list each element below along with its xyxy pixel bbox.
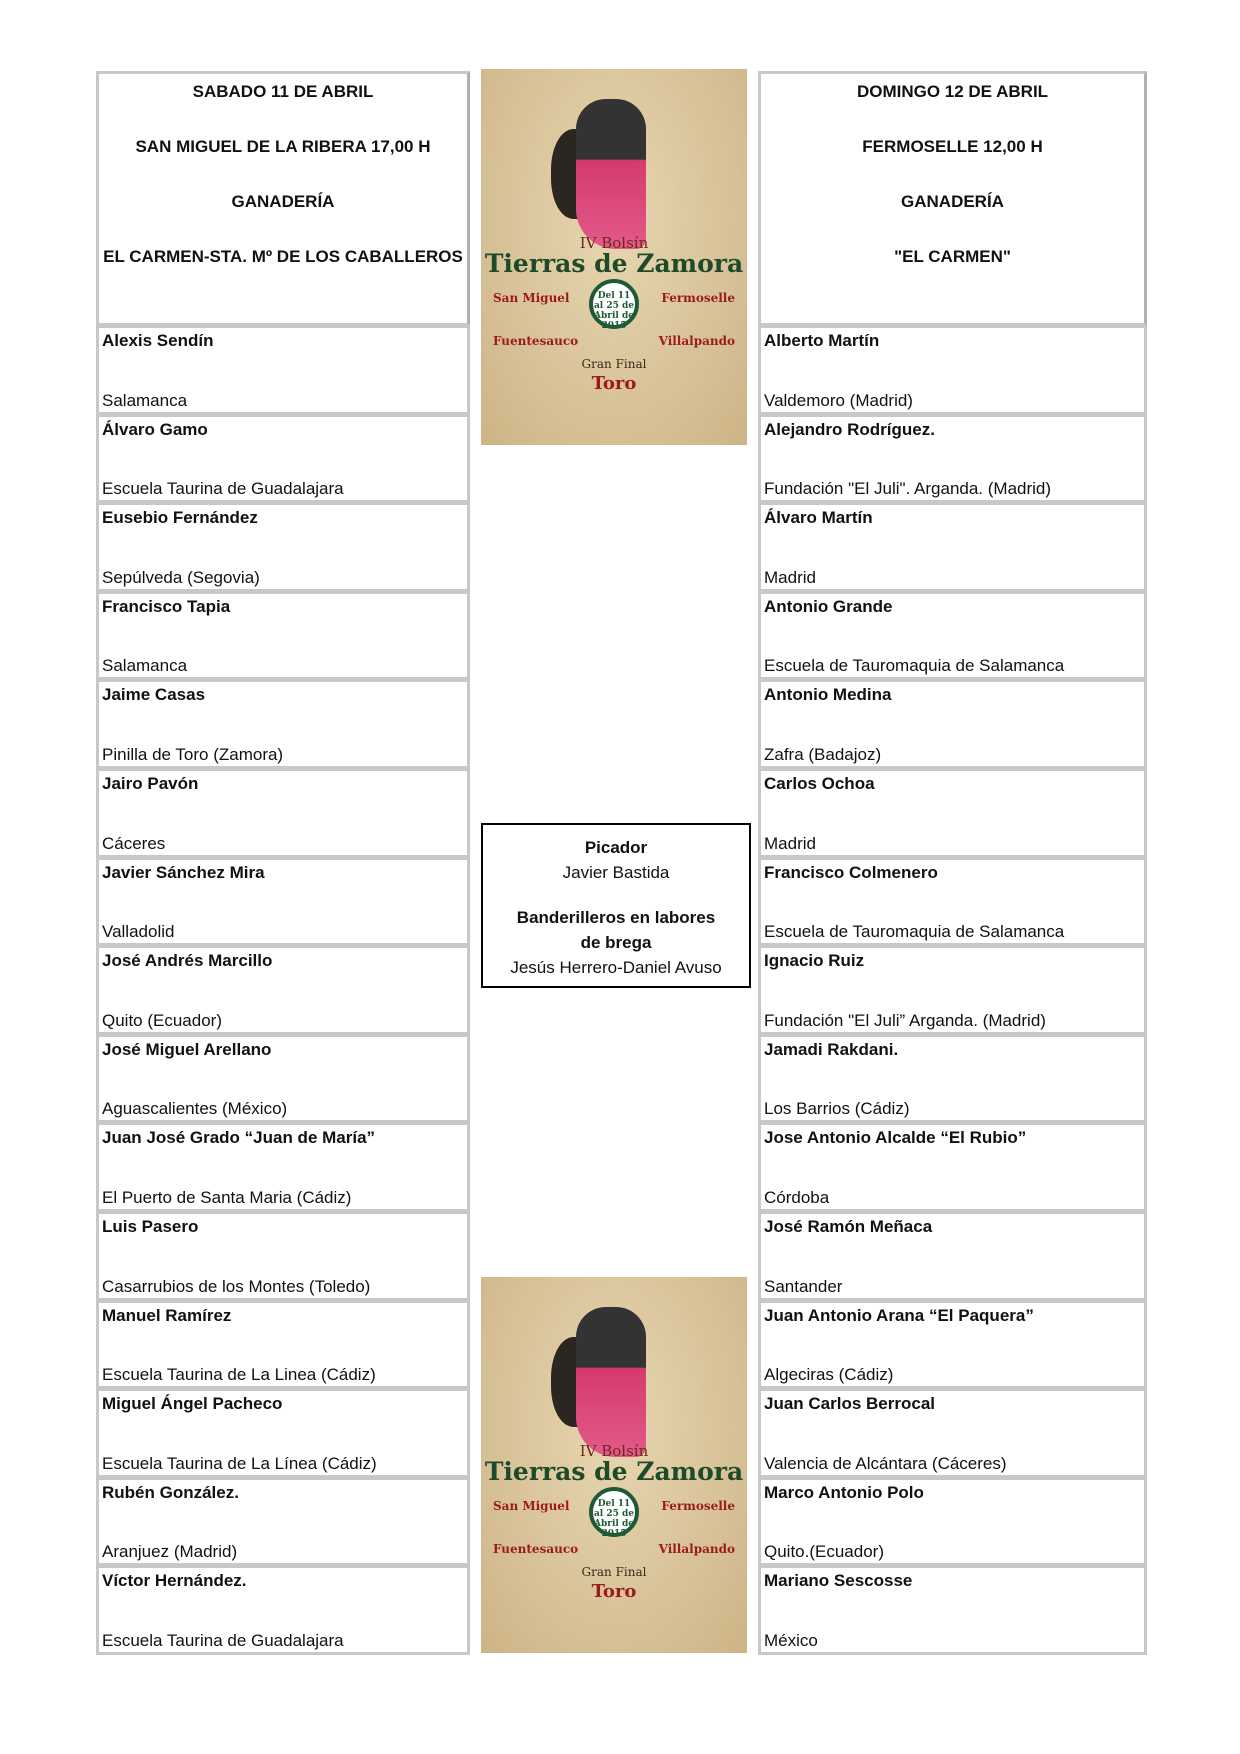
staff-box bbox=[481, 823, 751, 988]
participant-name: Alejandro Rodríguez. bbox=[764, 419, 935, 439]
participant-name: Miguel Ángel Pacheco bbox=[102, 1394, 283, 1414]
participant-name: Marco Antonio Polo bbox=[764, 1482, 924, 1502]
participant-origin: Escuela de Tauromaquia de Salamanca bbox=[764, 922, 1065, 942]
poster-venue: Villalpando bbox=[658, 1542, 735, 1556]
participant-origin: Aranjuez (Madrid) bbox=[102, 1542, 238, 1562]
poster-venue: San Miguel bbox=[493, 1499, 570, 1513]
poster-final: Toro bbox=[591, 373, 637, 394]
participant-row bbox=[758, 1389, 1147, 1478]
participant-name: Juan Carlos Berrocal bbox=[764, 1394, 936, 1414]
participant-name: Jaime Casas bbox=[102, 685, 206, 705]
participant-origin: Córdoba bbox=[764, 1187, 830, 1207]
venue-time: SAN MIGUEL DE LA RIBERA 17,00 H bbox=[135, 137, 431, 156]
participant-name: Rubén González. bbox=[102, 1482, 239, 1502]
participant-name: José Miguel Arellano bbox=[102, 1039, 272, 1059]
participant-row bbox=[96, 1123, 470, 1212]
banderilleros-label: Banderilleros en labores bbox=[516, 908, 716, 927]
poster-venue: Villalpando bbox=[658, 334, 735, 348]
participant-origin: El Puerto de Santa Maria (Cádiz) bbox=[102, 1187, 352, 1207]
participant-row bbox=[758, 1301, 1147, 1390]
participant-name: Francisco Tapia bbox=[102, 596, 231, 616]
participant-row bbox=[96, 326, 470, 415]
participant-row bbox=[758, 858, 1147, 947]
participant-origin: Los Barrios (Cádiz) bbox=[764, 1099, 910, 1119]
participant-name: Alexis Sendín bbox=[102, 331, 214, 350]
banderilleros-names: Jesús Herrero-Daniel Avuso bbox=[510, 958, 722, 977]
bullfighter-figure bbox=[576, 99, 646, 249]
participant-row bbox=[96, 769, 470, 858]
participant-name: Javier Sánchez Mira bbox=[102, 862, 265, 882]
poster-image-top bbox=[481, 69, 747, 445]
participant-name: Jamadi Rakdani. bbox=[764, 1039, 899, 1059]
participant-origin: Sepúlveda (Segovia) bbox=[102, 567, 260, 587]
participant-row bbox=[758, 680, 1147, 769]
banderilleros-label: de brega bbox=[580, 933, 652, 952]
participant-row bbox=[96, 1389, 470, 1478]
participant-origin: Valladolid bbox=[102, 922, 175, 942]
bullfighter-figure bbox=[576, 1307, 646, 1457]
saturday-column bbox=[96, 71, 470, 1655]
participant-row bbox=[96, 858, 470, 947]
participant-origin: Escuela Taurina de La Línea (Cádiz) bbox=[102, 1453, 377, 1473]
participant-name: José Andrés Marcillo bbox=[102, 951, 273, 971]
participant-row bbox=[96, 1035, 470, 1124]
poster-dates: Del 11 al 25 de Abril de 2015 bbox=[589, 279, 639, 329]
picador-name: Javier Bastida bbox=[562, 863, 670, 882]
ganaderia: EL CARMEN-STA. Mº DE LOS CABALLEROS bbox=[103, 247, 463, 266]
participant-name: Carlos Ochoa bbox=[764, 773, 875, 793]
participant-name: Álvaro Martín bbox=[764, 508, 873, 528]
participant-row bbox=[758, 946, 1147, 1035]
participant-name: Jose Antonio Alcalde “El Rubio” bbox=[764, 1128, 1027, 1148]
participant-origin: Zafra (Badajoz) bbox=[764, 744, 882, 764]
sunday-header bbox=[758, 71, 1147, 326]
poster-venue: Fermoselle bbox=[661, 1499, 735, 1513]
poster-venue: San Miguel bbox=[493, 291, 570, 305]
date: DOMINGO 12 DE ABRIL bbox=[856, 82, 1049, 101]
participant-name: Luis Pasero bbox=[102, 1216, 199, 1236]
participant-row bbox=[96, 415, 470, 504]
venue-time: FERMOSELLE 12,00 H bbox=[862, 137, 1043, 156]
participant-row bbox=[96, 946, 470, 1035]
participant-origin: Valencia de Alcántara (Cáceres) bbox=[764, 1453, 1007, 1473]
picador-label: Picador bbox=[584, 838, 648, 857]
participant-row bbox=[758, 1212, 1147, 1301]
participant-name: Juan José Grado “Juan de María” bbox=[102, 1128, 376, 1148]
participant-origin: Escuela Taurina de Guadalajara bbox=[102, 1630, 344, 1650]
participant-row bbox=[96, 1566, 470, 1655]
participant-origin: Quito.(Ecuador) bbox=[764, 1542, 884, 1562]
participant-row bbox=[96, 1301, 470, 1390]
participant-name: Antonio Medina bbox=[764, 685, 892, 705]
participant-name: José Ramón Meñaca bbox=[764, 1216, 933, 1236]
participant-origin: Aguascalientes (México) bbox=[102, 1099, 288, 1119]
poster-image-bottom bbox=[481, 1277, 747, 1653]
ganaderia: "EL CARMEN" bbox=[894, 247, 1011, 266]
participant-origin: Escuela de Tauromaquia de Salamanca bbox=[764, 656, 1065, 676]
participant-name: Juan Antonio Arana “El Paquera” bbox=[764, 1305, 1034, 1325]
participant-origin: Escuela Taurina de La Linea (Cádiz) bbox=[102, 1365, 376, 1385]
participant-origin: Santander bbox=[764, 1276, 843, 1296]
participant-row bbox=[758, 503, 1147, 592]
poster-edition: IV Bolsín bbox=[579, 234, 649, 252]
participant-row bbox=[758, 1566, 1147, 1655]
participant-row bbox=[758, 326, 1147, 415]
participant-name: Francisco Colmenero bbox=[764, 862, 938, 882]
participant-name: Jairo Pavón bbox=[102, 773, 199, 793]
participant-name: Ignacio Ruiz bbox=[764, 951, 865, 971]
participant-origin: Casarrubios de los Montes (Toledo) bbox=[102, 1276, 371, 1296]
participant-row bbox=[758, 415, 1147, 504]
participant-row bbox=[758, 1035, 1147, 1124]
participant-origin: Madrid bbox=[764, 567, 816, 587]
participant-origin: México bbox=[764, 1630, 818, 1650]
participant-row bbox=[758, 592, 1147, 681]
poster-title: Tierras de Zamora bbox=[484, 1457, 744, 1486]
participant-row bbox=[758, 769, 1147, 858]
ganaderia-label: GANADERÍA bbox=[901, 192, 1004, 211]
participant-origin: Fundación "El Juli". Arganda. (Madrid) bbox=[764, 479, 1052, 499]
participant-name: Eusebio Fernández bbox=[102, 508, 258, 528]
participant-name: Víctor Hernández. bbox=[102, 1571, 247, 1591]
participant-row bbox=[96, 592, 470, 681]
participant-name: Alberto Martín bbox=[764, 331, 880, 350]
participant-row bbox=[96, 1478, 470, 1567]
poster-final-label: Gran Final bbox=[581, 357, 647, 371]
participant-origin: Escuela Taurina de Guadalajara bbox=[102, 479, 344, 499]
poster-venue: Fermoselle bbox=[661, 291, 735, 305]
poster-venue: Fuentesauco bbox=[493, 334, 579, 348]
participant-name: Manuel Ramírez bbox=[102, 1305, 232, 1325]
participant-origin: Valdemoro (Madrid) bbox=[764, 390, 913, 410]
participant-name: Antonio Grande bbox=[764, 596, 893, 616]
poster-dates: Del 11 al 25 de Abril de 2015 bbox=[589, 1487, 639, 1537]
participant-row bbox=[96, 503, 470, 592]
participant-name: Álvaro Gamo bbox=[102, 419, 208, 439]
poster-final-label: Gran Final bbox=[581, 1565, 647, 1579]
participant-origin: Pinilla de Toro (Zamora) bbox=[102, 744, 284, 764]
participant-origin: Salamanca bbox=[102, 390, 188, 410]
participant-origin: Algeciras (Cádiz) bbox=[764, 1365, 894, 1385]
ganaderia-label: GANADERÍA bbox=[231, 192, 335, 211]
poster-final: Toro bbox=[591, 1581, 637, 1602]
participant-row bbox=[758, 1478, 1147, 1567]
participant-row bbox=[96, 680, 470, 769]
participant-origin: Madrid bbox=[764, 833, 816, 853]
participant-origin: Salamanca bbox=[102, 656, 188, 676]
sunday-column bbox=[758, 71, 1147, 1655]
participant-origin: Quito (Ecuador) bbox=[102, 1010, 222, 1030]
poster-title: Tierras de Zamora bbox=[484, 249, 744, 278]
date: SABADO 11 DE ABRIL bbox=[192, 82, 374, 101]
participant-name: Mariano Sescosse bbox=[764, 1571, 913, 1591]
saturday-header bbox=[96, 71, 470, 326]
participant-origin: Cáceres bbox=[102, 833, 166, 853]
participant-row bbox=[96, 1212, 470, 1301]
participant-row bbox=[758, 1123, 1147, 1212]
participant-origin: Fundación "El Juli” Arganda. (Madrid) bbox=[764, 1010, 1046, 1030]
poster-venue: Fuentesauco bbox=[493, 1542, 579, 1556]
poster-edition: IV Bolsín bbox=[579, 1442, 649, 1460]
